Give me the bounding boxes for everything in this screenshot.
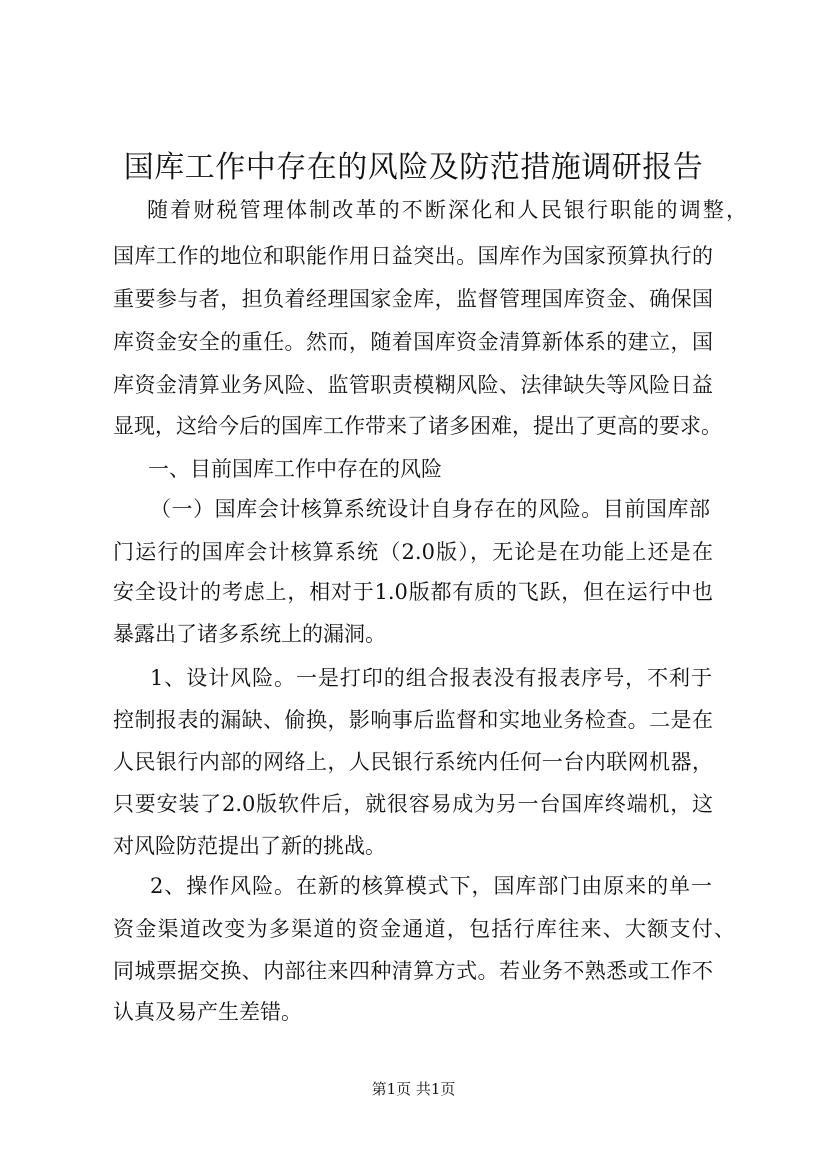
paragraph-line: 对风险防范提出了新的挑战。 bbox=[113, 834, 386, 858]
paragraph-line: 只要安装了2.0版软件后，就很容易成为另一台国库终端机，这 bbox=[113, 792, 713, 816]
paragraph-line: 随着财税管理体制改革的不断深化和人民银行职能的调整， bbox=[147, 198, 747, 222]
paragraph-line: 库资金安全的重任。然而，随着国库资金清算新体系的建立，国 bbox=[113, 330, 713, 354]
paragraph-line: 人民银行内部的网络上，人民银行系统内任何一台内联网机器， bbox=[113, 750, 713, 774]
paragraph-line: 库资金清算业务风险、监管职责模糊风险、法律缺失等风险日益 bbox=[113, 373, 713, 397]
paragraph-line: 显现，这给今后的国库工作带来了诸多困难，提出了更高的要求。 bbox=[113, 414, 722, 438]
document-title: 国库工作中存在的风险及防范措施调研报告 bbox=[123, 150, 704, 185]
section-heading: 一、目前国库工作中存在的风险 bbox=[148, 457, 442, 481]
paragraph-line: 2、操作风险。在新的核算模式下，国库部门由原来的单一 bbox=[150, 874, 712, 898]
paragraph-line: 暴露出了诸多系统上的漏洞。 bbox=[113, 622, 386, 646]
paragraph-line: 资金渠道改变为多渠道的资金通道，包括行库往来、大额支付、 bbox=[113, 917, 735, 941]
paragraph-line: 控制报表的漏缺、偷换，影响事后监督和实地业务检查。二是在 bbox=[113, 708, 713, 732]
paragraph-line: 安全设计的考虑上，相对于1.0版都有质的飞跃，但在运行中也 bbox=[113, 580, 713, 604]
paragraph-line: 门运行的国库会计核算系统（2.0版），无论是在功能上还是在 bbox=[113, 540, 713, 564]
paragraph-line: （一）国库会计核算系统设计自身存在的风险。目前国库部 bbox=[150, 497, 710, 521]
paragraph-line: 1、设计风险。一是打印的组合报表没有报表序号，不利于 bbox=[150, 666, 712, 690]
paragraph-line: 重要参与者，担负着经理国家金库，监督管理国库资金、确保国 bbox=[113, 287, 713, 311]
paragraph-line: 认真及易产生差错。 bbox=[113, 1000, 302, 1024]
page-number-footer: 第1页 共1页 bbox=[371, 1080, 456, 1098]
paragraph-line: 同城票据交换、内部往来四种清算方式。若业务不熟悉或工作不 bbox=[113, 959, 713, 983]
paragraph-line: 国库工作的地位和职能作用日益突出。国库作为国家预算执行的 bbox=[113, 244, 713, 268]
